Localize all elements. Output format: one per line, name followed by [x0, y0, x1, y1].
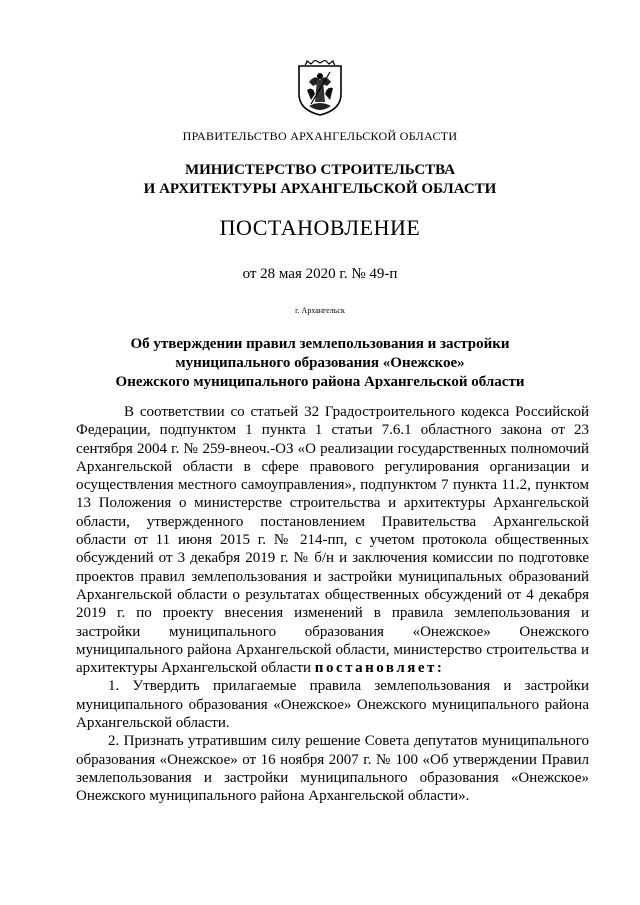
document-date-number: от 28 мая 2020 г. № 49-п [242, 266, 398, 282]
preamble-paragraph [76, 403, 589, 677]
document-type: ПОСТАНОВЛЕНИЕ [219, 215, 421, 240]
title-line-2: муниципального образования «Онежское» [175, 355, 465, 371]
ministry-name [0, 161, 640, 199]
preamble-text: В соответствии со статьей 32 Градостроительного кодекса Российской Федерации, подпунктом 1 пункта 1 статьи 7.6.1 областного закона от 23 сентября 2004 г. № 259-внеоч.-ОЗ «О реализации государственных полномочий Архангельской области в сфере правового регулирования организации и осуществления местного самоуправления», подпунктом 7 пункта 11.2, пунктом 13 Положения о министерстве строительства и архитектуры Архангельской области, утвержденного постановлением Правительства Архангельской области от 11 июня 2015 г. № 214-пп, с учетом протокола общественных обсуждений от 3 декабря 2019 г. № б/н и заключения комиссии по подготовке проектов правил землепользования и застройки муниципальных образований Архангельской области о результатах общественных обсуждений от 4 декабря 2019 г. по проекту внесения изменений в правила землепользования и застройки муниципального образования «Онежское» Онежского муниципального района Архангельской области, министерство строительства и архитектуры Архангельской области [76, 404, 589, 677]
government-name: ПРАВИТЕЛЬСТВО АРХАНГЕЛЬСКОЙ ОБЛАСТИ [182, 129, 458, 143]
item-1-paragraph: 1. Утвердить прилагаемые правила землепользования и застройки муниципального образования «Онежское» Онежского муниципального района Архангельской области. [76, 678, 589, 732]
item-2-paragraph: 2. Признать утратившим силу решение Совета депутатов муниципального образования «Онежское» от 16 ноября 2007 г. № 100 «Об утверждении Правил землепользования и застройки муниципального образования «Онежское» Онежского муниципального района Архангельской области». [76, 733, 589, 805]
ministry-line-1: МИНИСТЕРСТВО СТРОИТЕЛЬСТВА [184, 162, 456, 178]
document-body [76, 403, 589, 806]
ministry-line-2: И АРХИТЕКТУРЫ АРХАНГЕЛЬСКОЙ ОБЛАСТИ [143, 181, 497, 197]
title-line-1: Об утверждении правил землепользования и застройки [130, 336, 510, 352]
resolves-word: постановляет: [314, 660, 445, 677]
arkhangelsk-coat-of-arms-icon [297, 60, 343, 116]
document-title [0, 335, 640, 392]
document-city: г. Архангельск [295, 306, 345, 315]
title-line-3: Онежского муниципального района Архангельской области [115, 374, 525, 390]
